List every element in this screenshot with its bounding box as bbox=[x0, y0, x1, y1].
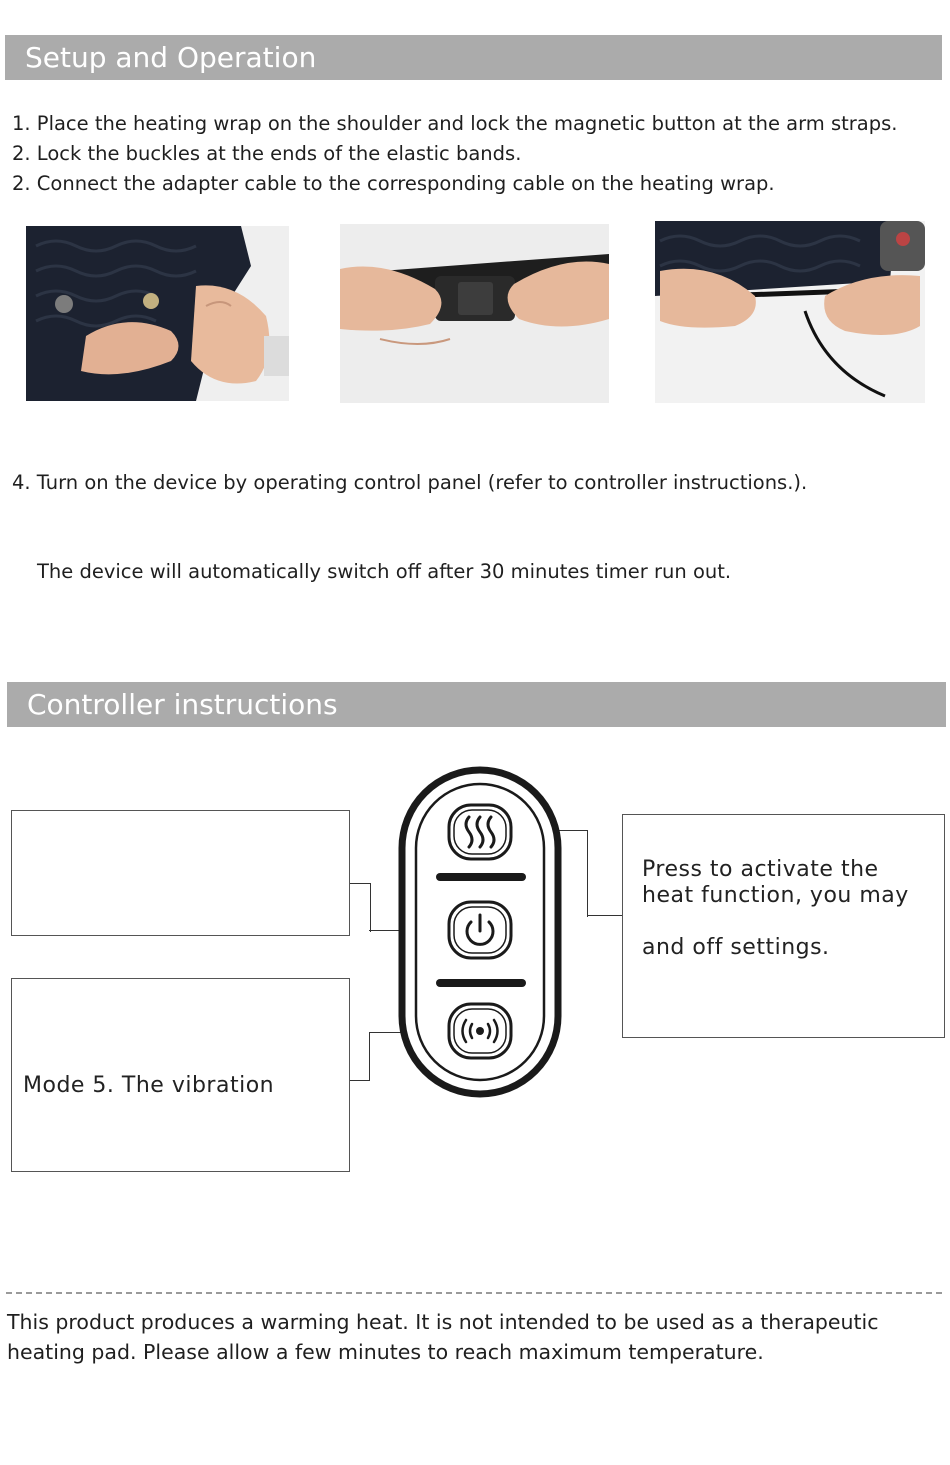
power-icon[interactable] bbox=[447, 900, 513, 960]
photo-magnetic-button bbox=[26, 226, 289, 401]
photo-cable-connection bbox=[655, 221, 925, 403]
auto-off-note: The device will automatically switch off after 30 minutes timer run out. bbox=[37, 560, 732, 583]
heat-description-line-2: heat function, you may bbox=[642, 883, 909, 908]
step-3: 2. Connect the adapter cable to the corresponding cable on the heating wrap. bbox=[12, 172, 775, 195]
vibration-description-box bbox=[11, 978, 350, 1172]
power-description-box bbox=[11, 810, 350, 936]
heat-description-box bbox=[622, 814, 945, 1038]
heat-description-line-1: Press to activate the bbox=[642, 857, 879, 882]
heat-connector-line-2 bbox=[587, 915, 622, 916]
disclaimer-text: This product produces a warming heat. It is not intended to be used as a therapeutic heating pad. Please allow a few minutes to reach maximum temperature. bbox=[7, 1310, 879, 1364]
section-banner-setup bbox=[5, 35, 942, 80]
photo-buckle bbox=[340, 224, 609, 403]
section-title-setup: Setup and Operation bbox=[25, 41, 317, 74]
heat-icon[interactable] bbox=[447, 803, 513, 861]
dashed-separator bbox=[6, 1292, 942, 1294]
section-title-controller: Controller instructions bbox=[27, 688, 338, 721]
section-banner-controller bbox=[7, 682, 946, 727]
vibration-description-text: Mode 5. The vibration bbox=[23, 1073, 275, 1098]
vibration-connector-line bbox=[350, 1032, 370, 1081]
step-2: 2. Lock the buckles at the ends of the elastic bands. bbox=[12, 142, 522, 165]
heat-description-line-3: and off settings. bbox=[642, 935, 830, 960]
power-connector-line bbox=[350, 883, 371, 932]
step-4: 4. Turn on the device by operating control panel (refer to controller instructions.). bbox=[12, 471, 808, 494]
step-1: 1. Place the heating wrap on the shoulder and lock the magnetic button at the arm straps. bbox=[12, 112, 898, 135]
vibration-icon[interactable] bbox=[447, 1002, 513, 1060]
